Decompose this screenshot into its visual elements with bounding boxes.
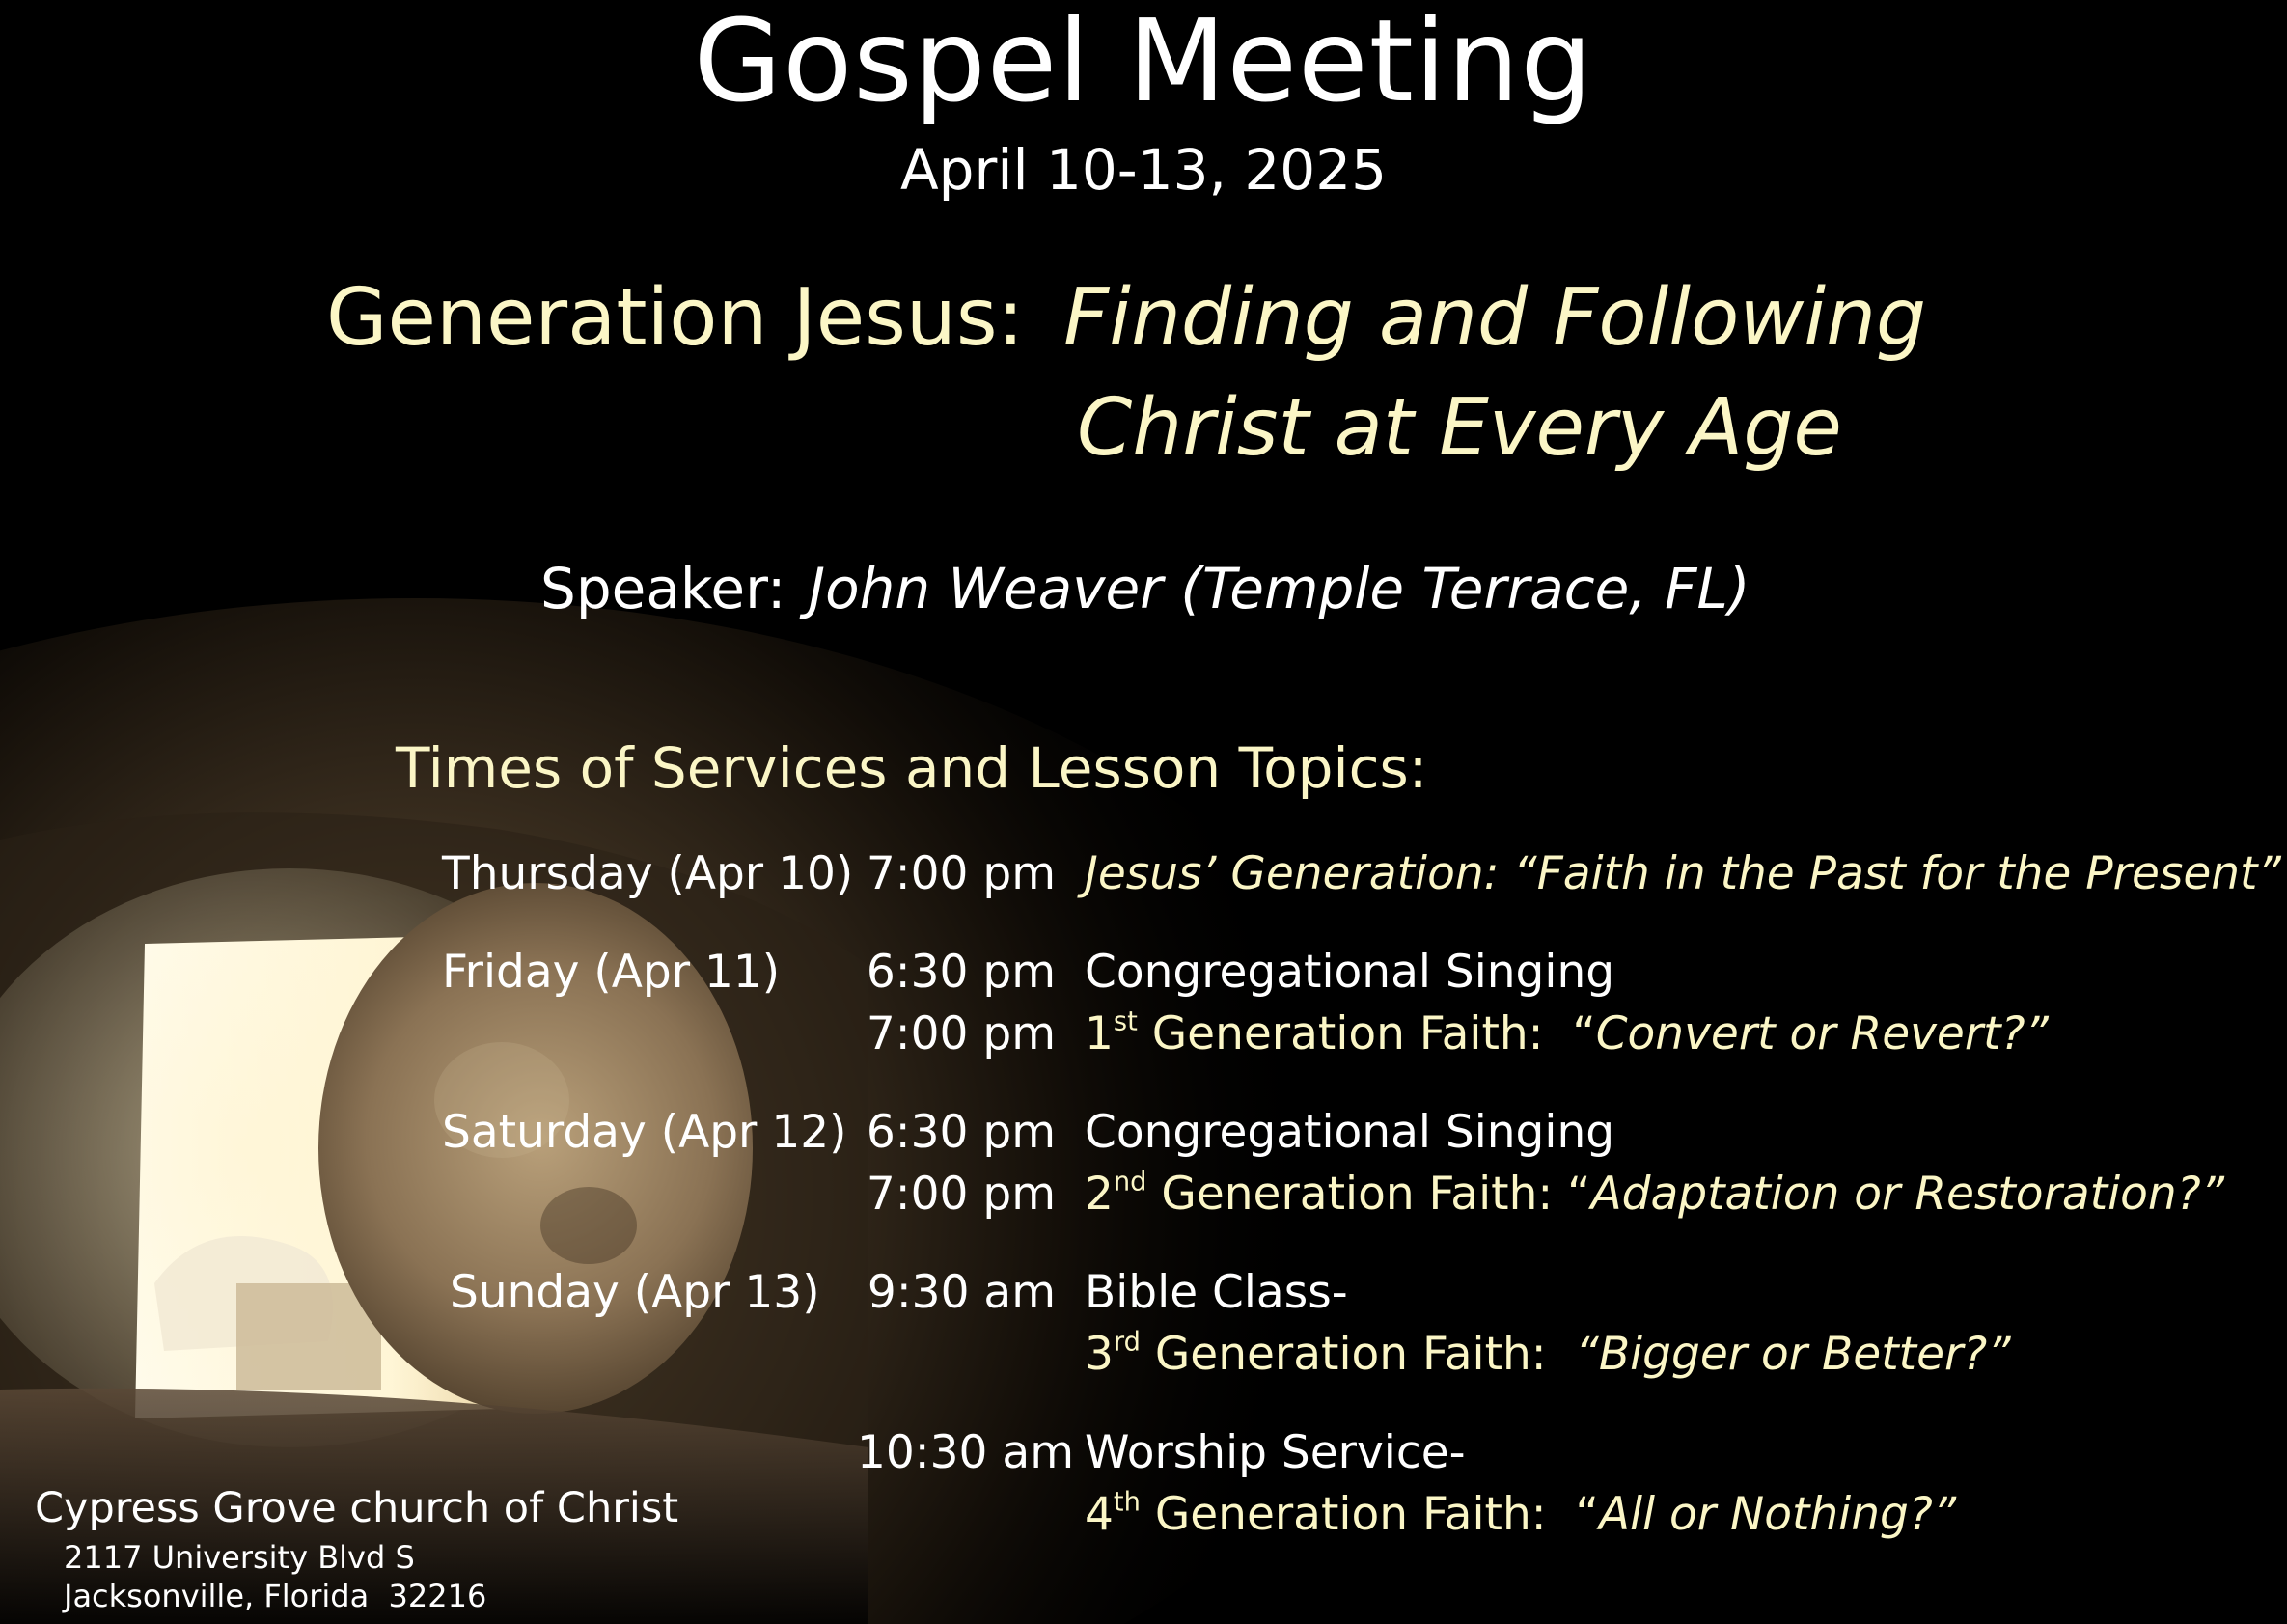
- speaker-label: Speaker:: [540, 556, 786, 621]
- friday-day: Friday (Apr 11): [442, 946, 781, 999]
- saturday-lesson-prefix: Generation Faith: “: [1146, 1168, 1591, 1221]
- theme-label: Generation Jesus:: [326, 272, 1025, 364]
- sunday-ordinal-3-suffix: rd: [1113, 1327, 1141, 1358]
- theme-title-line1: Finding and Following: [1063, 272, 1927, 364]
- sunday-worship-lesson: [1085, 1488, 1956, 1541]
- sunday-time-class: 9:30 am: [867, 1266, 1056, 1319]
- sunday-worship-lesson-prefix: Generation Faith: “: [1140, 1488, 1599, 1541]
- saturday-ordinal: 2: [1085, 1168, 1114, 1221]
- theme-title-line2: Christ at Every Age: [1077, 382, 1842, 474]
- saturday-time-lesson: 7:00 pm: [866, 1168, 1056, 1221]
- sunday-ordinal-4-suffix: th: [1113, 1487, 1141, 1518]
- friday-lesson-title: Convert or Revert?”: [1595, 1007, 2049, 1060]
- thursday-time: 7:00 pm: [866, 847, 1056, 900]
- sunday-day: Sunday (Apr 13): [450, 1266, 820, 1319]
- church-name: Cypress Grove church of Christ: [35, 1484, 679, 1532]
- speaker-name: John Weaver (Temple Terrace, FL): [809, 556, 1750, 621]
- friday-ordinal: 1: [1085, 1007, 1114, 1060]
- sunday-class-lesson-prefix: Generation Faith:: [1140, 1328, 1576, 1381]
- thursday-day: Thursday (Apr 10): [442, 847, 854, 900]
- saturday-lesson-title: Adaptation or Restoration?”: [1590, 1168, 2225, 1221]
- saturday-time-singing: 6:30 pm: [866, 1106, 1056, 1159]
- sunday-class-lesson: [1085, 1328, 2011, 1381]
- saturday-lesson: [1085, 1168, 2224, 1221]
- saturday-singing: Congregational Singing: [1085, 1106, 1615, 1159]
- thursday-topic: Jesus’ Generation: “Faith in the Past for the Present”: [1085, 847, 2281, 900]
- friday-lesson-prefix: Generation Faith: “: [1137, 1007, 1596, 1060]
- sunday-ordinal-3: 3: [1085, 1328, 1114, 1381]
- page-title: Gospel Meeting: [693, 0, 1594, 127]
- church-address-street: 2117 University Blvd S: [64, 1539, 415, 1576]
- meeting-dates: April 10-13, 2025: [899, 137, 1388, 203]
- saturday-ordinal-suffix: nd: [1113, 1167, 1147, 1197]
- friday-time-lesson: 7:00 pm: [866, 1007, 1056, 1060]
- saturday-day: Saturday (Apr 12): [442, 1106, 847, 1159]
- schedule-heading: Times of Services and Lesson Topics:: [396, 735, 1428, 801]
- sunday-bible-class: Bible Class-: [1085, 1266, 1348, 1319]
- sunday-worship-service: Worship Service-: [1085, 1426, 1466, 1479]
- sunday-class-lesson-title: “Bigger or Better?”: [1575, 1328, 2011, 1381]
- friday-lesson: [1085, 1007, 2049, 1060]
- sunday-time-worship: 10:30 am: [857, 1426, 1074, 1479]
- friday-singing: Congregational Singing: [1085, 946, 1615, 999]
- sunday-ordinal-4: 4: [1085, 1488, 1114, 1541]
- friday-time-singing: 6:30 pm: [866, 946, 1056, 999]
- church-address-city: Jacksonville, Florida 32216: [64, 1578, 487, 1614]
- sunday-worship-lesson-title: All or Nothing?”: [1598, 1488, 1957, 1541]
- friday-ordinal-suffix: st: [1113, 1006, 1138, 1037]
